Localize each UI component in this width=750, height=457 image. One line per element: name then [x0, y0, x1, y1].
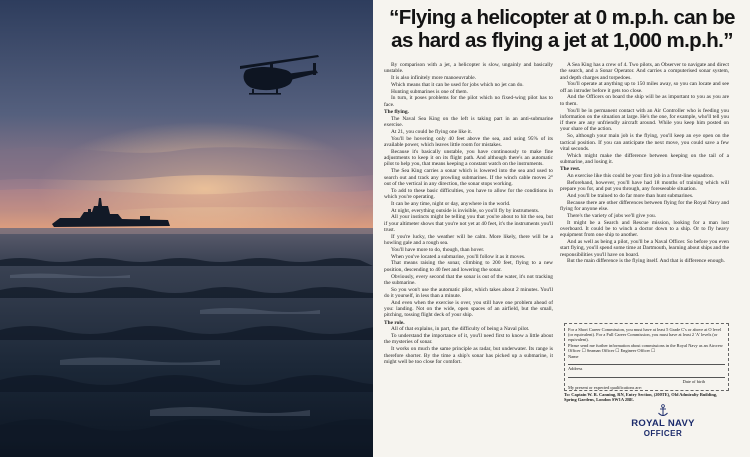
body-column-right	[560, 62, 729, 312]
body-paragraph: If you're lucky, the weather will be calm. More likely, there will be a howling gale and a rough sea.	[384, 233, 553, 247]
name-field[interactable]	[568, 359, 725, 365]
sea-king-photograph	[0, 0, 373, 457]
body-paragraph: It can be any time, night or day, anywhere in the world.	[391, 200, 511, 207]
body-paragraph: To understand the importance of it, you'll need first to know a little about the mysteries of sonar.	[384, 333, 553, 346]
body-column-left	[384, 62, 553, 455]
body-paragraph: It is also infinitely more manoeuvrable.	[391, 75, 477, 82]
reply-coupon[interactable]	[564, 323, 729, 391]
headline: “Flying a helicopter at 0 m.p.h. can be as hard as flying a jet at 1,000 m.p.h.”	[389, 6, 735, 52]
body-paragraph: So, although your main job is the flying, you'll keep an eye open on the tactical position. If you can anticipate the next move, you could save a few vital seconds.	[560, 133, 729, 152]
body-paragraph: All your instincts might be telling you that you're about to hit the sea, but if your altimeter shows that you're not yet at 40 feet, it's the instruments you'll trust.	[384, 214, 553, 233]
body-paragraph: Which might make the difference between keeping on the tail of a submarine, and losing it.	[560, 152, 729, 165]
body-paragraph: It works on much the same principle as radar, but underwater. Its range is therefore shorter. By the time a ship's sonar has picked up a submarine, it might well be too close for comfort.	[384, 346, 553, 365]
body-paragraph: To add to these basic difficulties, you have to allow for the conditions in which you're operating.	[384, 187, 553, 200]
name-label: Name	[568, 353, 579, 359]
subheading: The role.	[384, 319, 405, 326]
body-paragraph: But the main difference is the flying itself. And that is difference enough.	[567, 258, 725, 265]
subheading: The flying.	[384, 109, 409, 116]
body-paragraph: You'll be in permanent contact with an Air Controller who is feeding you information on the situation at large. He's the one, for example, who'll tell you if there are any unfriendly aircraft around. While you keep him posted on your share of the action.	[560, 107, 729, 133]
body-paragraph: By comparison with a jet, a helicopter is slow, ungainly and basically unstable.	[384, 62, 553, 75]
dob-label: Date of birth	[682, 379, 705, 385]
body-paragraph: Because there are other differences between flying for the Royal Navy and flying for anyone else.	[560, 199, 729, 213]
body-paragraph: When you've located a submarine, you'll follow it as it moves.	[391, 253, 526, 260]
body-paragraph: So you won't use the automatic pilot, which takes about 2 minutes. You'll do it yourself, in less than a minute.	[384, 286, 553, 299]
body-paragraph: At 21, you could be flying one like it.	[391, 128, 473, 135]
logo-line-1: ROYAL NAVY	[631, 418, 695, 429]
body-paragraph: You'll operate at anything up to 150 miles away, so you can locate and see off an intruder before it gets too close.	[560, 81, 729, 94]
body-paragraph: Hunting submarines is one of them.	[391, 88, 468, 95]
helicopter-ship-photo	[0, 0, 373, 457]
body-paragraph: There's the variety of jobs we'll give you.	[567, 212, 657, 219]
coupon-intro: For a Short Career Commission, you must have at least 5 Grade C's or above at O level (or equivalent). For a Full Career Commission, you must have at least 2 'A' levels (or equivalent).	[568, 327, 722, 343]
body-paragraph: An exercise like this could be your first job in a front-line squadron.	[567, 173, 714, 180]
body-paragraph: And as well as being a pilot, you'll be a Naval Officer. So before you even start flying, you'll spend some time at Dartmouth, learning about ships and the responsibilities you'll have on board.	[560, 239, 729, 258]
body-paragraph: All of that explains, in part, the difficulty of being a Naval pilot.	[391, 326, 530, 333]
body-paragraph: Which means that it can be used for jobs which no jet can do.	[391, 81, 524, 88]
body-paragraph: Because it's basically unstable, you have continuously to make fine adjustments to keep it on its flight path. And although there's an automatic pilot to help you, that means keeping a constant watch on the instruments.	[384, 148, 553, 168]
address-field[interactable]	[568, 372, 725, 378]
contact-address: To: Captain W. R. Canning, RN, Entry Section, (200TE), Old Admiralty Building, Spring Gardens, London SW1A 2BE.	[564, 392, 718, 403]
body-paragraph: And you'll be trained to do far more than hunt submarines.	[567, 192, 694, 199]
address-label: Address	[568, 366, 583, 372]
coupon-request: Please send me further information about commissions in the Royal Navy as an Aircrew Officer ☐ Seaman Officer ☐ Engineer Officer ☐	[568, 342, 723, 353]
qualifications-label: My present or expected qualifications are:	[568, 384, 643, 390]
body-paragraph: The Naval Sea King on the left is taking part in an anti-submarine exercise.	[384, 115, 553, 129]
qualifications-field[interactable]	[568, 390, 725, 391]
royal-navy-officer-logo	[623, 404, 703, 438]
body-paragraph: A Sea King has a crew of 4. Two pilots, an Observer to navigate and direct the search, and a Sonar Operator. And carries a computerised sonar system, and depth charges and torpedoes.	[560, 62, 729, 81]
subheading: The rest.	[560, 166, 581, 173]
body-paragraph: You'll be hovering only 40 feet above the sea, and using 95% of its available power, which leaves little room for mistakes.	[384, 135, 553, 149]
body-paragraph: And even when the exercise is over, you still have one problem ahead of you: landing. Not on the wide, open spaces of an airfield, but the small, pitching, tossing flight deck of your ship.	[384, 299, 553, 319]
logo-line-2: OFFICER	[643, 429, 683, 438]
body-paragraph: In turn, it poses problems for the pilot which no fixed-wing pilot has to face.	[384, 95, 553, 108]
body-paragraph: Obviously, every second that the sonar is out of the water, it's not tracking the submarine.	[384, 273, 553, 286]
body-paragraph: That means raising the sonar, climbing to 200 feet, flying to a new position, descending to 40 feet and lowering the sonar.	[384, 260, 553, 273]
body-paragraph: You'll have more to do, though, than hover.	[391, 246, 485, 253]
body-paragraph: It might be a Search and Rescue mission, looking for a man lost overboard. It could be to winch a doctor down to a ship. Or to fly heavy equipment from one ship to another.	[560, 219, 729, 239]
body-paragraph: The Sea King carries a sonar which is lowered into the sea and used to search out and track any prowling submarines. If the winch cable moves 2° out of the vertical in any direction, the sonar stops working.	[384, 168, 553, 187]
body-paragraph: Beforehand, however, you'll have had 18 months of training which will prepare you for, and put you through, any foreseeable situation.	[560, 179, 729, 193]
body-paragraph: At night, everything outside is invisible, so you'll fly by instruments.	[391, 207, 540, 214]
body-paragraph: And the Officers on board the ship will be as important to you as you are to them.	[560, 94, 729, 107]
anchor-crest-icon	[657, 404, 669, 418]
advert-text-page	[373, 0, 750, 457]
